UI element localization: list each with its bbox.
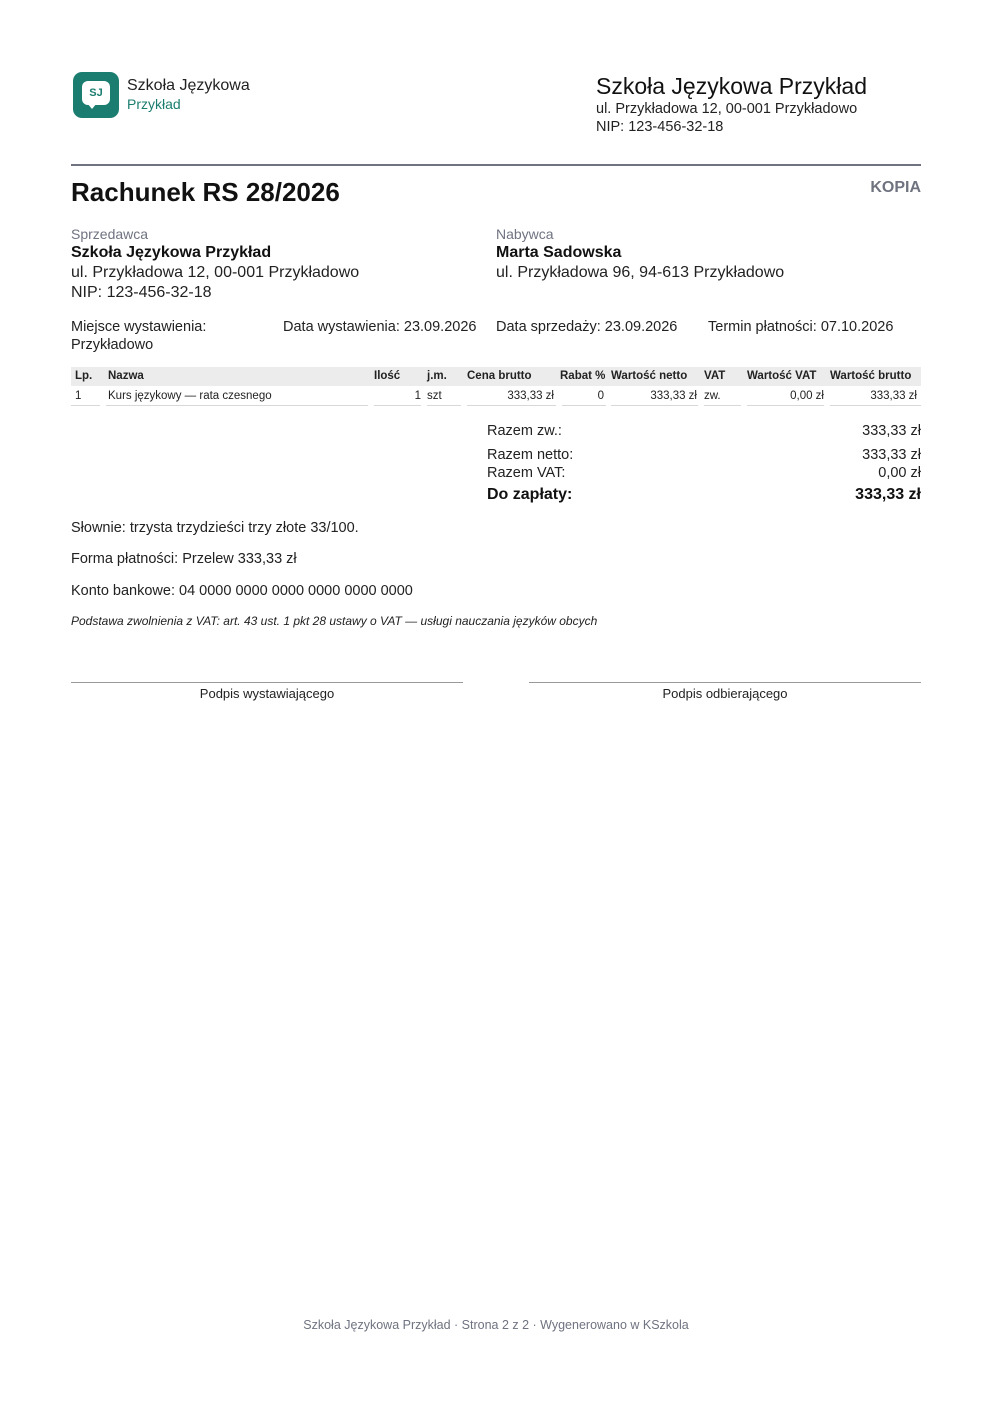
row-lp: 1 [75, 390, 82, 402]
place-value: Przykładowo [71, 337, 154, 353]
amount-in-words: Słownie: trzysta trzydzieści trzy złote 33/100. [71, 520, 359, 536]
col-vat-value: Wartość VAT [747, 370, 817, 382]
page-footer: Szkoła Językowa Przykład · Strona 2 z 2 · Wygenerowano w KSzkola [303, 1318, 689, 1332]
seller-address: ul. Przykładowa 12, 00-001 Przykładowo [71, 264, 360, 281]
col-lp: Lp. [75, 370, 93, 382]
header-nip: NIP: 123-456-32-18 [596, 119, 724, 135]
seller-label: Sprzedawca [71, 226, 149, 242]
total-due-label: Do zapłaty: [487, 486, 573, 503]
due-date: Termin płatności: 07.10.2026 [708, 319, 894, 335]
total-vat-label: Razem VAT: [487, 465, 566, 481]
table-header [71, 367, 921, 386]
logo-sub: Przykład [127, 96, 181, 112]
invoice-page [71, 0, 921, 1403]
chat-bubble-icon [73, 72, 119, 118]
col-net-value: Wartość netto [611, 370, 688, 382]
row-vat: zw. [704, 390, 721, 402]
row-gross-value: 333,33 zł [870, 390, 917, 402]
buyer-label: Nabywca [496, 226, 554, 242]
logo-name: Szkoła Językowa [127, 77, 250, 94]
document-title: Rachunek RS 28/2026 [71, 177, 340, 207]
total-vat-value: 0,00 zł [878, 465, 921, 481]
logo [73, 72, 250, 118]
total-due-value: 333,33 zł [855, 486, 921, 503]
issue-date: Data wystawienia: 23.09.2026 [283, 319, 477, 335]
header-address: ul. Przykładowa 12, 00-001 Przykładowo [596, 101, 858, 117]
row-unit: szt [427, 390, 442, 402]
logo-initials: SJ [82, 81, 110, 105]
col-vat: VAT [704, 370, 726, 382]
row-gross-price: 333,33 zł [507, 390, 554, 402]
header-company-name: Szkoła Językowa Przykład [596, 73, 867, 99]
table-row [71, 388, 921, 406]
col-qty: Ilość [374, 370, 401, 382]
payment-method: Forma płatności: Przelew 333,33 zł [71, 551, 297, 567]
col-discount: Rabat % [560, 370, 606, 382]
sale-date: Data sprzedaży: 23.09.2026 [496, 319, 678, 335]
col-gross-value: Wartość brutto [830, 370, 912, 382]
bank-account: Konto bankowe: 04 0000 0000 0000 0000 0000 0000 [71, 583, 413, 599]
total-exempt-label: Razem zw.: [487, 423, 562, 439]
seller-block [71, 226, 471, 303]
col-unit: j.m. [427, 370, 447, 382]
row-discount: 0 [597, 390, 604, 402]
buyer-block [496, 226, 896, 283]
col-gross-price: Cena brutto [467, 370, 532, 382]
total-net-value: 333,33 zł [862, 447, 921, 463]
vat-exemption-note: Podstawa zwolnienia z VAT: art. 43 ust. 1 pkt 28 ustawy o VAT — usługi nauczania języków obcych [71, 614, 598, 628]
seller-name: Szkoła Językowa Przykład [71, 244, 272, 261]
row-name: Kurs językowy — rata czesnego [108, 390, 272, 402]
header-company [596, 72, 867, 136]
total-net-label: Razem netto: [487, 447, 574, 463]
total-exempt-value: 333,33 zł [862, 423, 921, 439]
signature-receiver: Podpis odbierającego [529, 682, 921, 701]
col-name: Nazwa [108, 370, 144, 382]
place-label: Miejsce wystawienia: [71, 319, 207, 335]
signature-issuer: Podpis wystawiającego [71, 682, 463, 701]
row-net-value: 333,33 zł [650, 390, 697, 402]
row-qty: 1 [414, 390, 421, 402]
buyer-address: ul. Przykładowa 96, 94-613 Przykładowo [496, 264, 785, 281]
copy-badge: KOPIA [870, 179, 921, 196]
seller-nip: NIP: 123-456-32-18 [71, 284, 212, 301]
header-divider [71, 164, 921, 166]
buyer-name: Marta Sadowska [496, 244, 622, 261]
row-vat-value: 0,00 zł [790, 390, 824, 402]
